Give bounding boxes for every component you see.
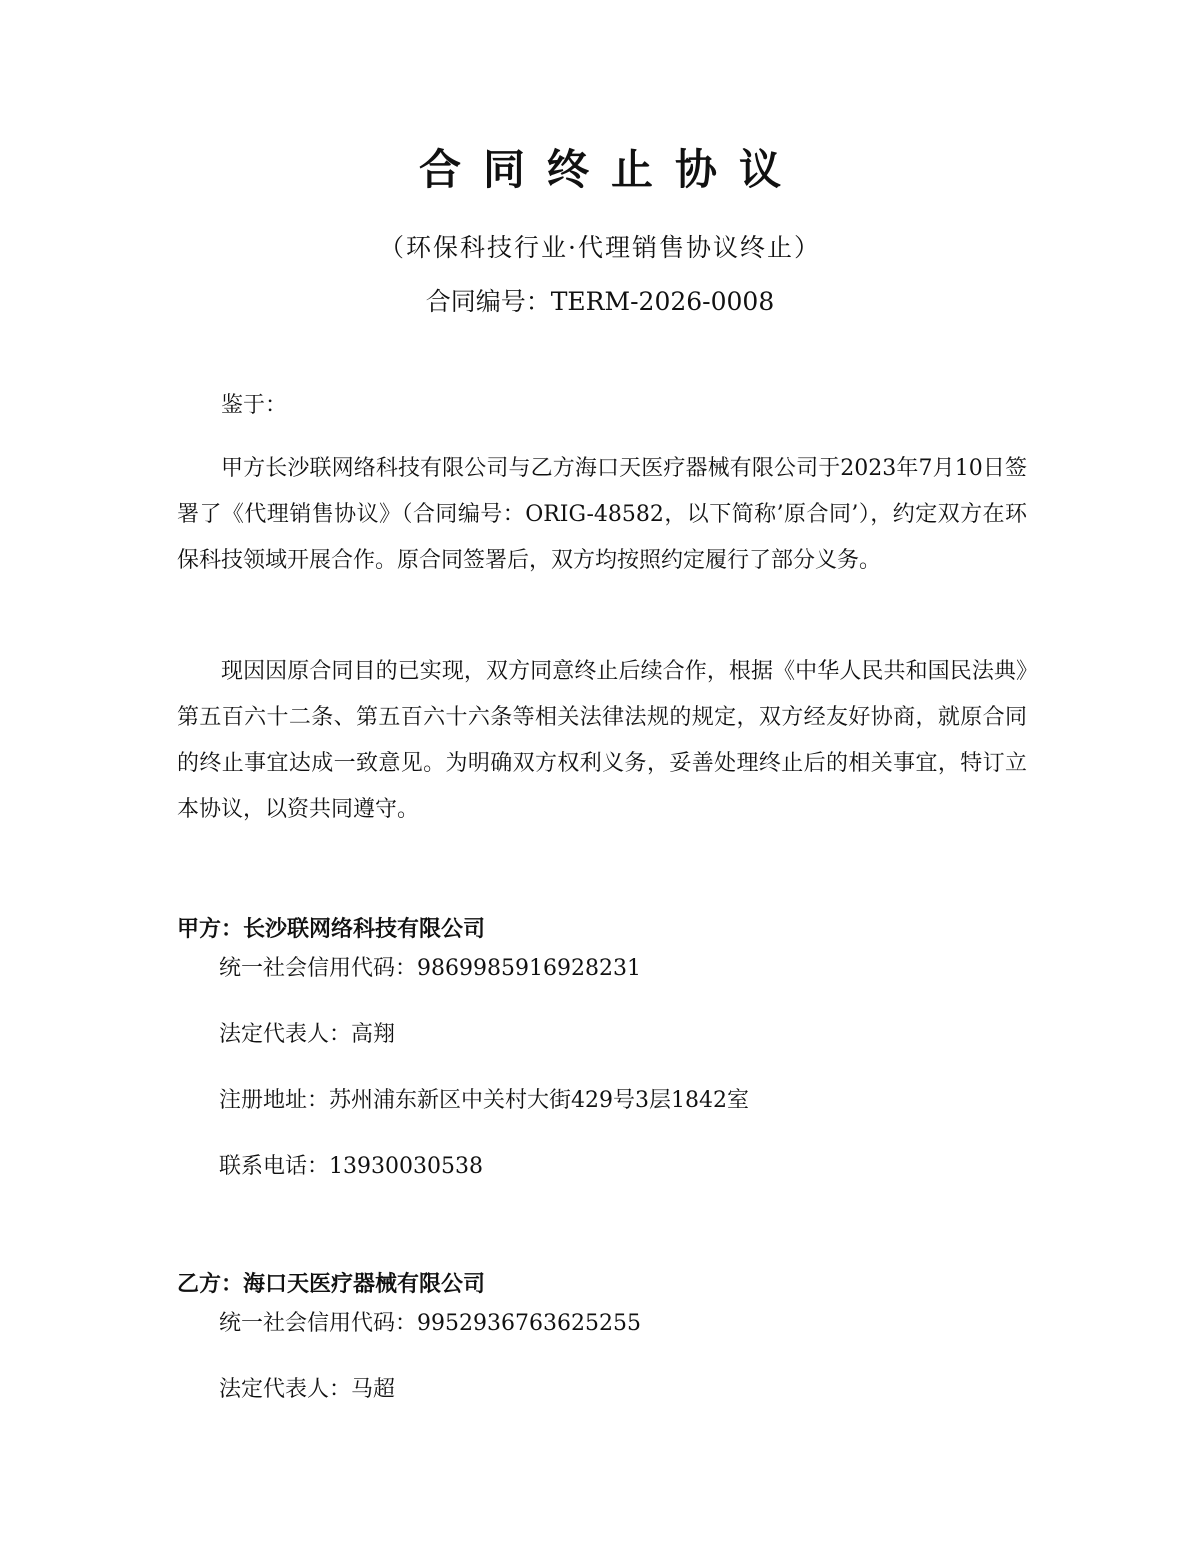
party-b-legal-rep: 法定代表人：马超 bbox=[219, 1377, 396, 1402]
document-title: 合同终止协议 bbox=[418, 145, 803, 194]
document-subtitle: （环保科技行业·代理销售协议终止） bbox=[379, 233, 821, 262]
party-a-address: 注册地址：苏州浦东新区中关村大街429号3层1842室 bbox=[219, 1088, 749, 1113]
contract-number bbox=[0, 282, 1200, 322]
contract-number-label: 合同编号： bbox=[425, 287, 551, 316]
party-b-credit-code: 统一社会信用代码：9952936763625255 bbox=[219, 1311, 641, 1336]
party-a-heading: 甲方：长沙联网络科技有限公司 bbox=[177, 917, 486, 942]
party-b-heading: 乙方：海口天医疗器械有限公司 bbox=[177, 1272, 486, 1297]
party-a-credit-code: 统一社会信用代码：9869985916928231 bbox=[219, 956, 641, 981]
party-a-legal-rep: 法定代表人：高翔 bbox=[219, 1022, 396, 1047]
party-a-phone: 联系电话：13930030538 bbox=[219, 1154, 483, 1179]
recital-paragraph-1: 甲方长沙联网络科技有限公司与乙方海口天医疗器械有限公司于2023年7月10日签署了《代理销售协议》（合同编号：ORIG-48582，以下简称’原合同’），约定双方在环保科技领域开展合作。原合同签署后，双方均按照约定履行了部分义务。 bbox=[177, 456, 1027, 573]
recital-paragraph-2: 现因因原合同目的已实现，双方同意终止后续合作，根据《中华人民共和国民法典》第五百六十二条、第五百六十六条等相关法律法规的规定，双方经友好协商，就原合同的终止事宜达成一致意见。为明确双方权利义务，妥善处理终止后的相关事宜，特订立本协议，以资共同遵守。 bbox=[177, 659, 1027, 822]
contract-number-value: TERM-2026-0008 bbox=[550, 287, 775, 316]
recital-label: 鉴于： bbox=[221, 393, 288, 418]
